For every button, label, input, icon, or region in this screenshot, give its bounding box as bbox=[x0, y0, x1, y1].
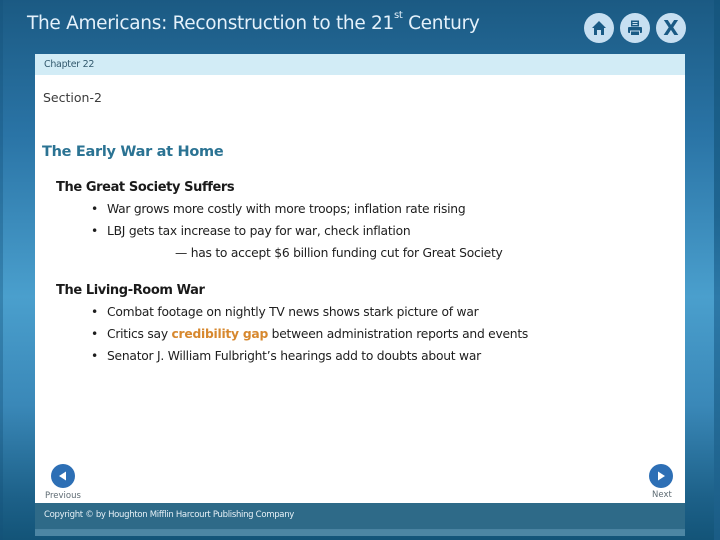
previous-button[interactable] bbox=[51, 464, 75, 488]
close-button[interactable] bbox=[656, 13, 686, 43]
app-title: The Americans: Reconstruction to the 21st Century bbox=[27, 10, 480, 34]
arrow-left-icon bbox=[57, 470, 69, 482]
next-button[interactable] bbox=[649, 464, 673, 488]
next-label[interactable]: Next bbox=[652, 490, 672, 500]
home-button[interactable] bbox=[584, 13, 614, 43]
list-item: • Combat footage on nightly TV news shows stark picture of war bbox=[91, 305, 479, 319]
section-label: Section-2 bbox=[43, 90, 102, 105]
content-panel bbox=[35, 54, 685, 503]
bullet-icon: • bbox=[91, 224, 99, 238]
print-button[interactable] bbox=[620, 13, 650, 43]
chapter-label: Chapter 22 bbox=[35, 54, 685, 75]
list-item: • Senator J. William Fulbright’s hearings add to doubts about war bbox=[91, 349, 481, 363]
topic-heading: The Living-Room War bbox=[56, 283, 205, 298]
footer-bar bbox=[35, 503, 685, 536]
bullet-icon: • bbox=[91, 327, 99, 341]
bullet-icon: • bbox=[91, 305, 99, 319]
list-item: • War grows more costly with more troops; inflation rate rising bbox=[91, 202, 466, 216]
print-icon bbox=[626, 19, 644, 37]
top-toolbar bbox=[584, 13, 686, 43]
list-item: • Critics say credibility gap between administration reports and events bbox=[91, 327, 529, 341]
bullet-icon: • bbox=[91, 202, 99, 216]
previous-label[interactable]: Previous bbox=[45, 491, 81, 501]
page-title: The Early War at Home bbox=[42, 144, 224, 160]
close-icon: X bbox=[663, 16, 679, 40]
topic-heading: The Great Society Suffers bbox=[56, 180, 235, 195]
background-edge bbox=[0, 0, 3, 540]
list-item-continuation: — has to accept $6 billion funding cut for Great Society bbox=[175, 246, 503, 260]
copyright-text: Copyright © by Houghton Mifflin Harcourt Publishing Company bbox=[44, 510, 295, 520]
home-icon bbox=[590, 19, 608, 37]
bullet-icon: • bbox=[91, 349, 99, 363]
arrow-right-icon bbox=[655, 470, 667, 482]
list-item: • LBJ gets tax increase to pay for war, check inflation bbox=[91, 224, 411, 238]
highlighted-term: credibility gap bbox=[171, 327, 269, 341]
background-strip bbox=[714, 0, 720, 540]
